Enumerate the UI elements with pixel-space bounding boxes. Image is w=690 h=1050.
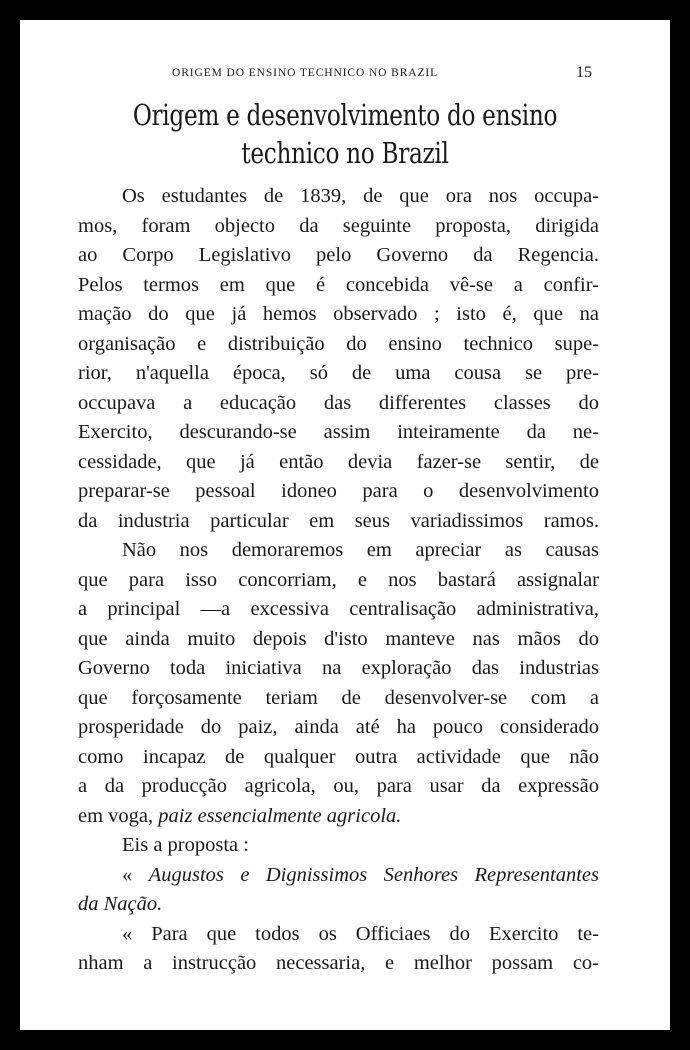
proposal-line: « Para que todos os Officiaes do Exercito te- — [122, 922, 599, 945]
paragraph-line: mação do que já hemos observado ; isto é, que na — [78, 303, 599, 325]
chapter-title — [85, 96, 605, 172]
paragraph-line: que para isso concorriam, e nos bastará assignalar — [78, 568, 599, 591]
proposal-line: nham a instrucção necessaria, e melhor possam co- — [78, 952, 599, 974]
paragraph-line-ending — [78, 802, 599, 832]
body-text — [78, 182, 599, 979]
proposal-salutation — [78, 861, 599, 891]
paragraph-line: da industria particular em seus variadissimos ramos. — [78, 509, 599, 532]
chapter-title-line-2: technico no Brazil — [241, 136, 449, 170]
open-quote: « — [122, 863, 149, 886]
book-page — [20, 20, 670, 1030]
salutation-text: Augustos e Dignissimos Senhores Representantes — [148, 863, 600, 886]
paragraph-line: prosperidade do paiz, ainda até ha pouco considerado — [78, 716, 599, 738]
paragraph-line: que ainda muito depois d'isto manteve nas mãos do — [78, 627, 599, 650]
paragraph-text: em voga, — [78, 804, 154, 827]
paragraph-line: organisação e distribuição do ensino technico supe- — [78, 332, 599, 355]
paragraph-line: ao Corpo Legislativo pelo Governo da Regencia. — [78, 244, 599, 266]
paragraph-line: a da producção agricola, ou, para usar da expressão — [78, 775, 599, 797]
paragraph-line: occupava a educação das differentes classes do — [78, 391, 599, 414]
paragraph-line: que forçosamente teriam de desenvolver-se com a — [78, 686, 599, 709]
paragraph-line: a principal —a excessiva centralisação administrativa, — [78, 598, 599, 620]
proposal-intro: Eis a proposta : — [122, 834, 249, 856]
paragraph-line: Os estudantes de 1839, de que ora nos occupa- — [122, 185, 599, 207]
paragraph-line: como incapaz de qualquer outra actividade que não — [78, 745, 599, 768]
paragraph-line: Não nos demoraremos em apreciar as causas — [122, 539, 599, 561]
italic-emphasis: paiz essencialmente agricola. — [158, 804, 402, 827]
paragraph-line: Exercito, descurando-se assim inteiramente da ne- — [78, 421, 599, 443]
paragraph-line: mos, foram objecto da seguinte proposta, dirigida — [78, 214, 599, 237]
chapter-title-line-1: Origem e desenvolvimento do ensino — [132, 98, 558, 132]
running-head — [20, 65, 670, 85]
paragraph-line: Pelos termos em que é concebida vê-se a confir- — [78, 273, 599, 296]
page-number: 15 — [576, 64, 592, 81]
paragraph-line: Governo toda iniciativa na exploração das industrias — [78, 657, 599, 679]
paragraph-line: preparar-se pessoal idoneo para o desenvolvimento — [78, 480, 599, 502]
salutation-continuation: da Nação. — [78, 893, 163, 915]
paragraph-line: rior, n'aquella época, só de uma cousa se pre- — [78, 362, 599, 384]
running-title: ORIGEM DO ENSINO TECHNICO NO BRAZIL — [172, 67, 439, 79]
paragraph-line: cessidade, que já então devia fazer-se sentir, de — [78, 450, 599, 473]
